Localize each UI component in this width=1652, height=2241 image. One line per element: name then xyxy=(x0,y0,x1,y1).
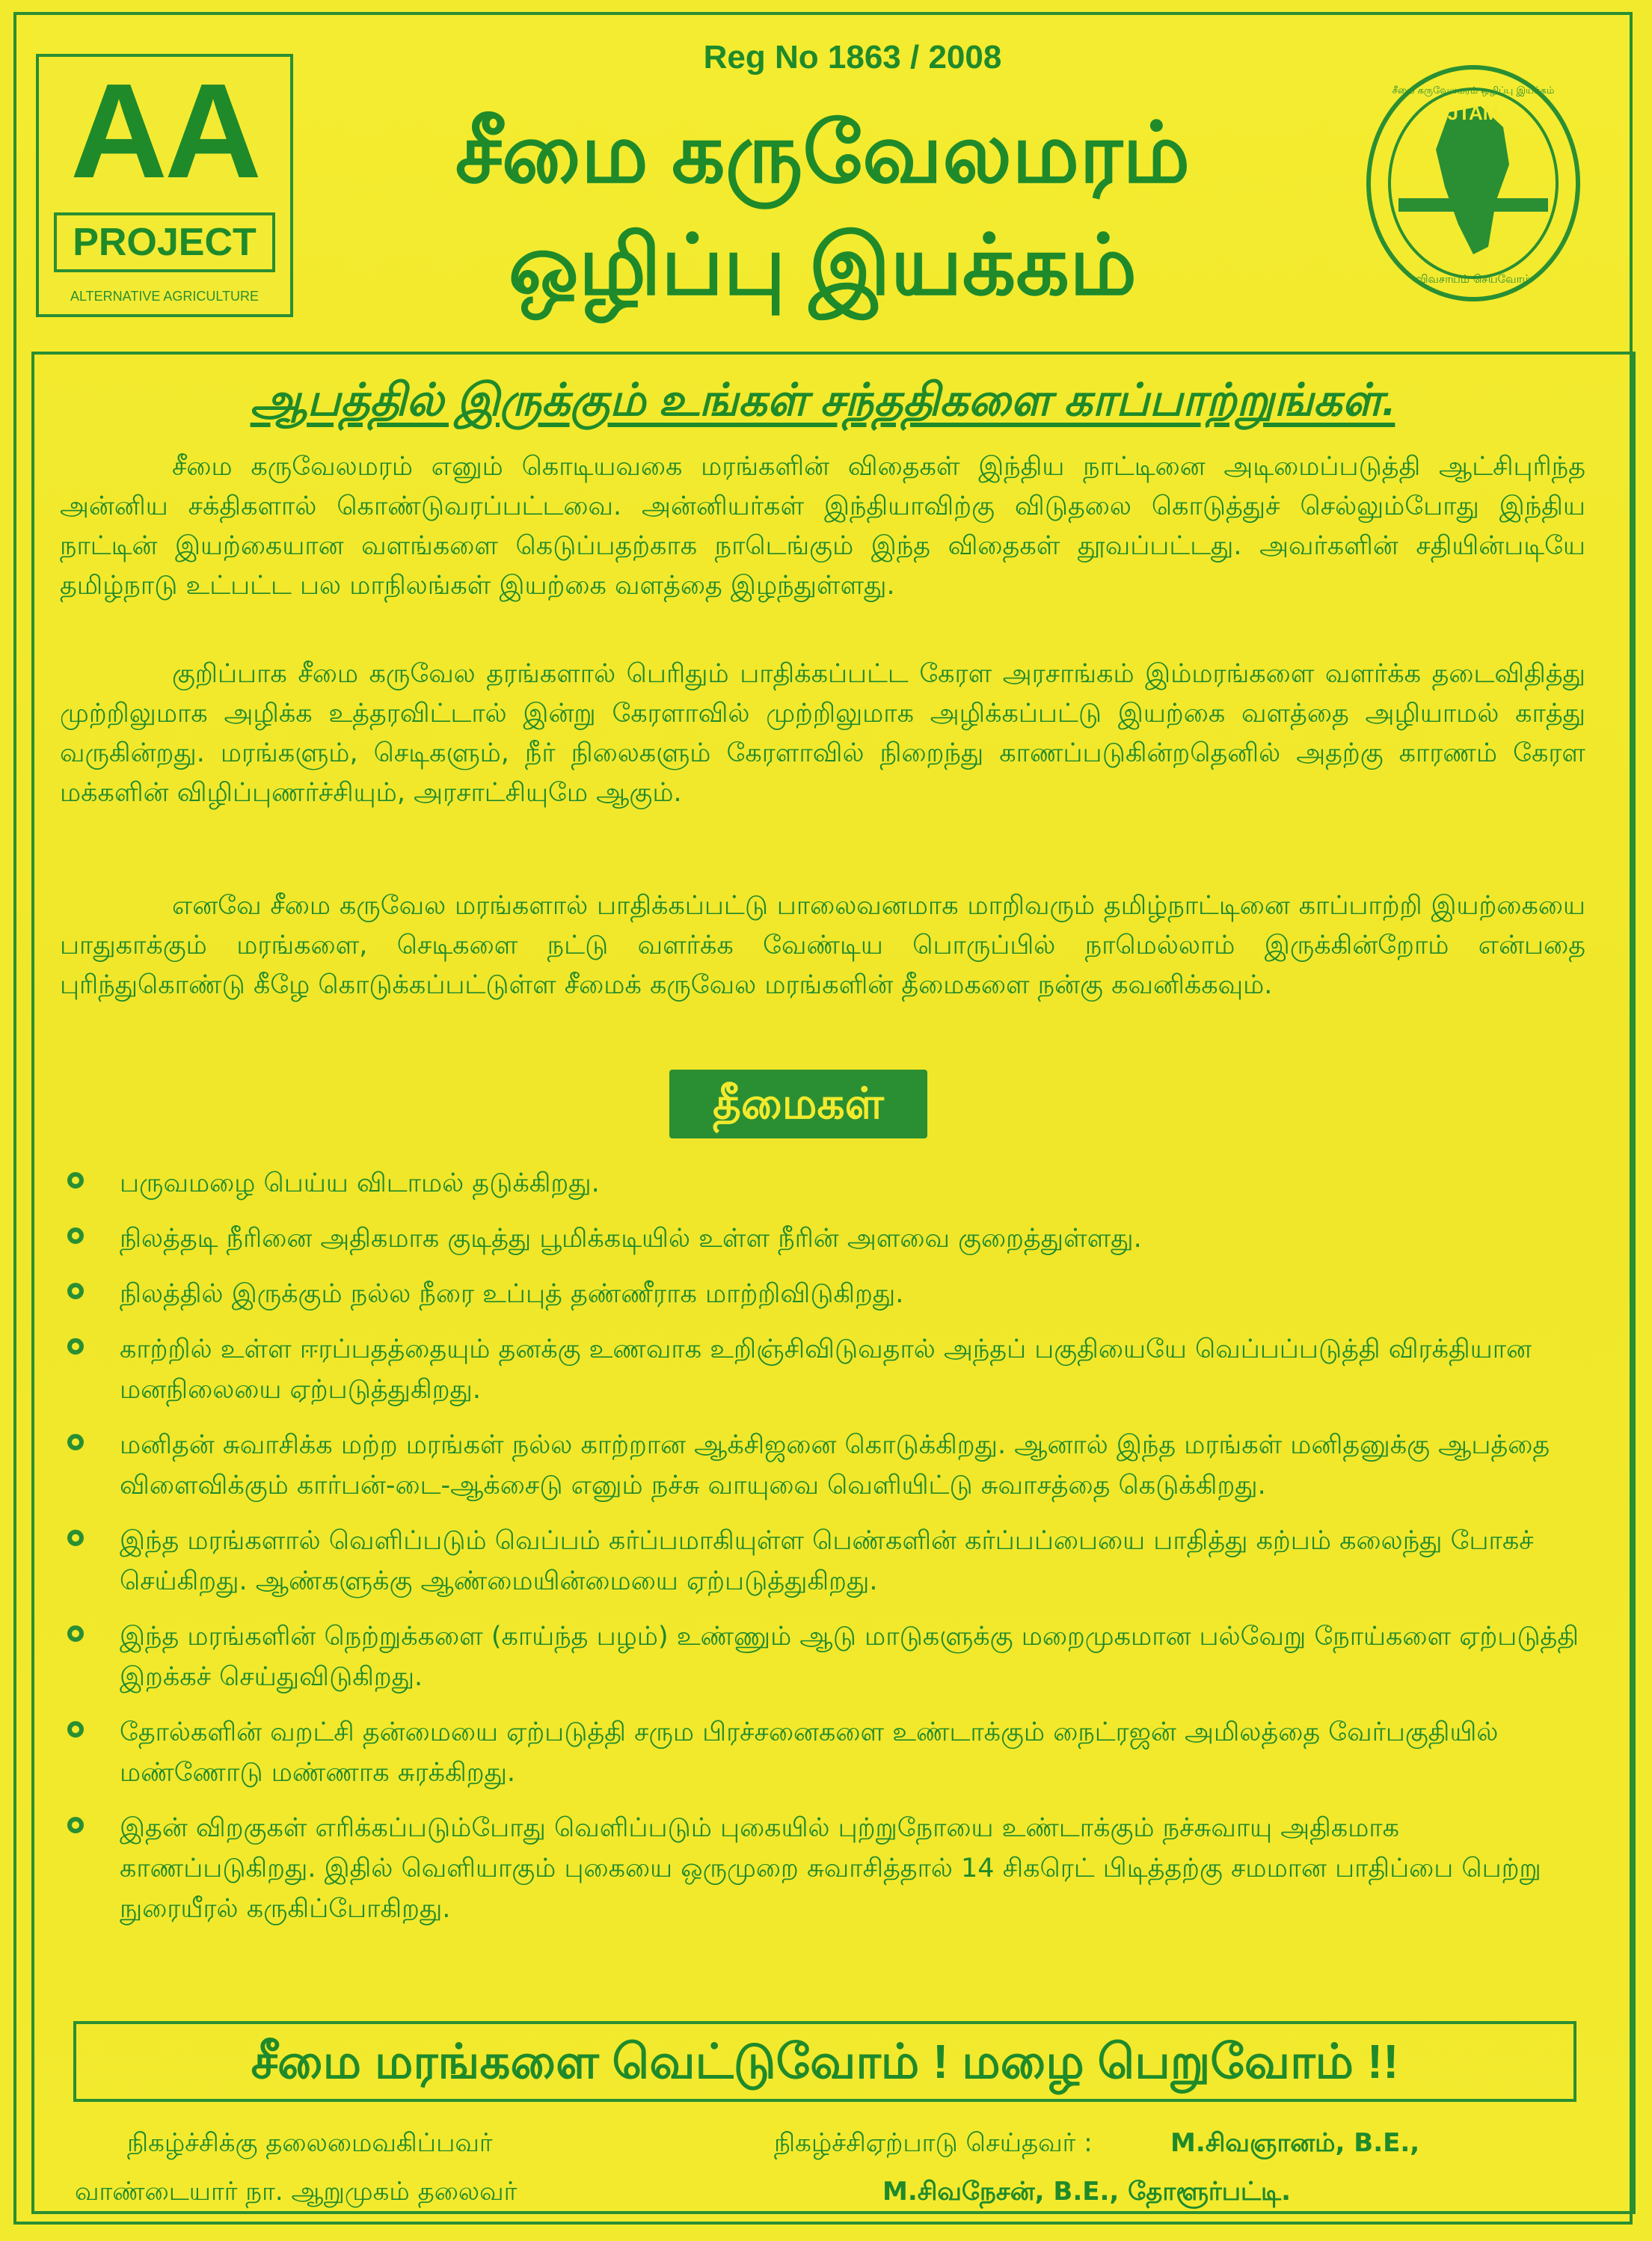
circle-bullet-icon xyxy=(67,1434,84,1450)
circle-bullet-icon xyxy=(67,1172,84,1189)
harm-text: பருவமழை பெய்ய விடாமல் தடுக்கிறது. xyxy=(120,1168,600,1198)
main-title-line1: சீமை கருவேலமரம் xyxy=(455,106,1191,200)
harm-text: நிலத்தடி நீரினை அதிகமாக குடித்து பூமிக்கடியில் உள்ள நீரின் அளவை குறைத்துள்ளது. xyxy=(120,1224,1142,1254)
list-item xyxy=(60,1521,1600,1601)
registration-number: Reg No 1863 / 2008 xyxy=(703,39,1002,76)
harm-text: நிலத்தில் இருக்கும் நல்ல நீரை உப்புத் தண்ணீராக மாற்றிவிடுகிறது. xyxy=(120,1279,904,1309)
list-item xyxy=(60,1329,1600,1410)
seal-text: JTAM xyxy=(1447,102,1499,124)
harm-text: தோல்களின் வறட்சி தன்மையை ஏற்படுத்தி சரும பிரச்சனைகளை உண்டாக்கும் நைட்ரஜன் அமிலத்தை வேர்பகுதியில் மண்ணோடு மண்ணாக சுரக்கிறது. xyxy=(120,1717,1499,1788)
list-item xyxy=(60,1616,1600,1697)
seal-bottom-text: விவசாயம் செய்வோம் xyxy=(1415,272,1532,286)
paragraph-3: எனவே சீமை கருவேல மரங்களால் பாதிக்கப்பட்டு பாலைவனமாக மாறிவரும் தமிழ்நாட்டினை காப்பாற்றி இயற்கையை பாதுகாக்கும் மரங்களை, செடிகளை நட்டு வளர்க்க வேண்டிய பொருப்பில் நாமெல்லாம் இருக்கின்றோம் என்பதை புரிந்துகொண்டு கீழே கொடுக்கப்பட்டுள்ள சீமைக் கருவேல மரங்களின் தீமைகளை நன்கு கவனிக்கவும். xyxy=(60,891,1585,1000)
harm-text: இதன் விறகுகள் எரிக்கப்படும்போது வெளிப்படும் புகையில் புற்றுநோயை உண்டாக்கும் நச்சுவாயு அதிகமாக காணப்படுகிறது. இதில் வெளியாகும் புகையை ஒருமுறை சுவாசித்தால் 14 சிகரெட் பிடித்தற்கு சமமான பாதிப்பை பெற்று நுரையீரல் கருகிப்போகிறது. xyxy=(120,1813,1541,1924)
logo-project-text: PROJECT xyxy=(54,212,275,272)
circle-bullet-icon xyxy=(67,1625,84,1642)
logo-subtitle: ALTERNATIVE AGRICULTURE xyxy=(70,289,260,304)
footer-left-name: வாண்டையார் நா. ஆறுமுகம் தலைவர் xyxy=(75,2177,518,2207)
circle-bullet-icon xyxy=(67,1817,84,1833)
list-item xyxy=(60,1218,1600,1259)
harms-list xyxy=(60,1163,1600,1944)
footer-right-name1: M.சிவஞானம், B.E., xyxy=(1170,2128,1420,2158)
circle-bullet-icon xyxy=(67,1338,84,1355)
circle-bullet-icon xyxy=(67,1227,84,1244)
main-title-line2: ஒழிப்பு இயக்கம் xyxy=(508,218,1137,312)
paragraph-1: சீமை கருவேலமரம் எனும் கொடியவகை மரங்களின் விதைகள் இந்திய நாட்டினை அடிமைப்படுத்தி ஆட்சிபுரிந்த அன்னிய சக்திகளால் கொண்டுவரப்பட்டவை. அன்னியர்கள் இந்தியாவிற்கு விடுதலை கொடுத்துச் செல்லும்போது இந்திய நாட்டின் இயற்கையான வளங்களை கெடுப்பதற்காக நாடெங்கும் இந்த விதைகள் தூவப்பட்டது. அவர்களின் சதியின்படியே தமிழ்நாடு உட்பட்ட பல மாநிலங்கள் இயற்கை வளத்தை இழந்துள்ளது. xyxy=(60,452,1585,601)
harm-text: இந்த மரங்களால் வெளிப்படும் வெப்பம் கர்ப்பமாகியுள்ள பெண்களின் கர்ப்பப்பையை பாதித்து கற்பம் கலைந்து போகச் செய்கிறது. ஆண்களுக்கு ஆண்மையின்மையை ஏற்படுத்துகிறது. xyxy=(120,1526,1534,1596)
list-item xyxy=(60,1808,1600,1929)
list-item xyxy=(60,1274,1600,1314)
seal-ring-text: சீமை கருவேலமரம் ஒழிப்பு இயக்கம் xyxy=(1392,85,1555,96)
logo-main-text: AA xyxy=(70,56,259,206)
list-item xyxy=(60,1163,1600,1204)
list-item xyxy=(60,1425,1600,1506)
aa-project-logo xyxy=(36,54,293,317)
harms-heading: தீமைகள் xyxy=(669,1070,927,1138)
harm-text: மனிதன் சுவாசிக்க மற்ற மரங்கள் நல்ல காற்றான ஆக்சிஜனை கொடுக்கிறது. ஆனால் இந்த மரங்கள் மனிதனுக்கு ஆபத்தை விளைவிக்கும் கார்பன்-டை-ஆக்சைடு எனும் நச்சு வாயுவை வெளியிட்டு சுவாசத்தை கெடுக்கிறது. xyxy=(120,1430,1550,1500)
harm-text: இந்த மரங்களின் நெற்றுக்களை (காய்ந்த பழம்) உண்ணும் ஆடு மாடுகளுக்கு மறைமுகமான பல்வேறு நோய்களை ஏற்படுத்தி இறக்கச் செய்துவிடுகிறது. xyxy=(120,1622,1579,1692)
subheading: ஆபத்தில் இருக்கும் உங்கள் சந்ததிகளை காப்பாற்றுங்கள். xyxy=(250,375,1395,425)
paragraph-2: குறிப்பாக சீமை கருவேல தரங்களால் பெரிதும் பாதிக்கப்பட்ட கேரள அரசாங்கம் இம்மரங்களை வளர்க்க தடைவிதித்து முற்றிலுமாக அழிக்க உத்தரவிட்டால் இன்று கேரளாவில் முற்றிலுமாக அழிக்கப்பட்டு இயற்கை வளத்தை அழியாமல் காத்து வருகின்றது. மரங்களும், செடிகளும், நீர் நிலைகளும் கேரளாவில் நிறைந்து காணப்படுகின்றதெனில் அதற்கு காரணம் கேரள மக்களின் விழிப்புணர்ச்சியும், அரசாட்சியுமே ஆகும். xyxy=(60,659,1585,808)
jtam-seal-logo xyxy=(1361,60,1585,307)
harm-text: காற்றில் உள்ள ஈரப்பதத்தையும் தனக்கு உணவாக உறிஞ்சிவிடுவதால் அந்தப் பகுதியையே வெப்பப்படுத்தி விரக்தியான மனநிலையை ஏற்படுத்துகிறது. xyxy=(120,1334,1532,1405)
footer-right-name2: M.சிவநேசன், B.E., தோளூர்பட்டி. xyxy=(882,2177,1292,2207)
list-item xyxy=(60,1712,1600,1793)
circle-bullet-icon xyxy=(67,1721,84,1738)
slogan-banner: சீமை மரங்களை வெட்டுவோம் ! மழை பெறுவோம் !! xyxy=(73,2021,1576,2102)
circle-bullet-icon xyxy=(67,1283,84,1299)
footer-left-label: நிகழ்ச்சிக்கு தலைமைவகிப்பவர் xyxy=(127,2128,493,2158)
footer-right-label: நிகழ்ச்சிஏற்பாடு செய்தவர் : xyxy=(774,2128,1093,2158)
circle-bullet-icon xyxy=(67,1530,84,1546)
